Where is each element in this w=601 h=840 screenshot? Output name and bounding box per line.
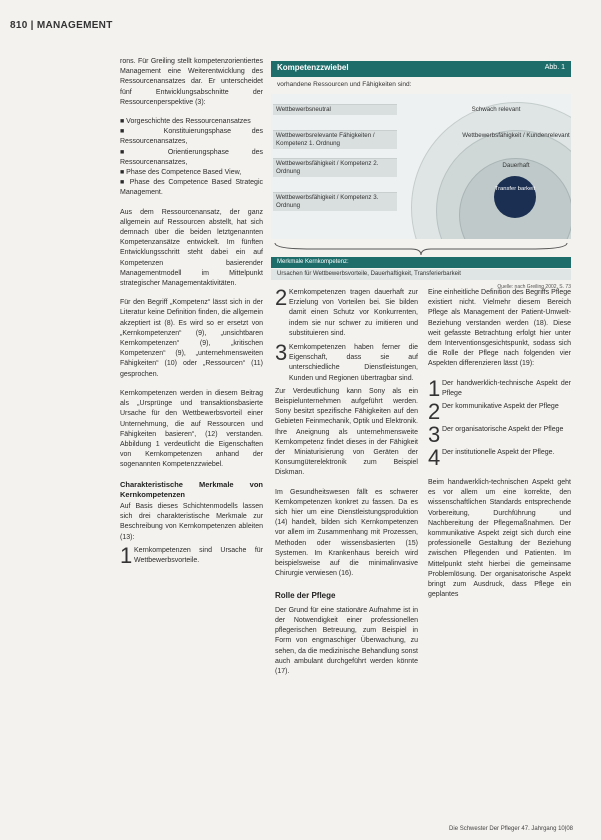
page-title: 810 | MANAGEMENT bbox=[10, 20, 113, 31]
section-heading: Rolle der Pflege bbox=[275, 591, 336, 601]
figure-title: Kompetenzzwiebel bbox=[277, 63, 349, 72]
item-text: Der kommunikative Aspekt der Pflege bbox=[442, 403, 559, 411]
row-label: Wettbewerbsfähigkeit / Kompetenz 2. Ordnung bbox=[273, 158, 397, 177]
numbered-item bbox=[428, 445, 571, 471]
bullet-list bbox=[120, 117, 263, 199]
item-text: Kernkompetenzen sind Ursache für Wettbewerbsvorteile. bbox=[134, 546, 263, 564]
item-text: Der organisatorische Aspekt der Pflege bbox=[442, 426, 564, 434]
column-1 bbox=[120, 57, 263, 569]
figure-number: Abb. 1 bbox=[544, 64, 565, 71]
numbered-item bbox=[275, 285, 418, 339]
row-label: Wettbewerbsneutral bbox=[273, 104, 397, 115]
onion-core bbox=[494, 176, 536, 218]
layer-label: Dauerhaft bbox=[502, 162, 530, 169]
paragraph: Beim handwerklich-technischen Aspekt geht es vor allem um eine korrekte, den wissenschaftlichen Standards entsprechende Vorbereitung, Durchführung und Nachbereitung der Pflegemaßnahmen. Der kommunikative Aspekt zeigt sich durch eine professionelle Gestaltung der Beziehung zwischen Pflegenden und Patienten. Im Mittelpunkt steht hierbei die gemeinsame Problemlösung. Der organisatorische Aspekt bringt zum Ausdruck, dass Pflege ein geplantes bbox=[428, 479, 571, 599]
section-heading: Charakteristische Merkmale von Kernkompetenzen bbox=[120, 479, 263, 499]
paragraph: Kernkompetenzen werden in diesem Beitrag als „Ursprünge und transaktionsbasierte Ursache für den Wettbewerbsvorteil einer Unternehmung, die auf Ressourcen und Fähigkeiten basieren“, (12) verstanden. Abbildung 1 verdeutlicht die Eigenschaften von Kernkompetenzen anhand der sogenannten Kompetenzzwiebel. bbox=[120, 389, 263, 469]
onion-diagram bbox=[271, 94, 571, 239]
numbered-item bbox=[428, 375, 571, 401]
list-item: ■ Phase des Competence Based Strategic Management. bbox=[120, 179, 263, 197]
paragraph: Eine einheitliche Definition des Begriffs Pflege existiert nicht. Vielmehr diesem Bereich Pflege als Management der Patient-Umwelt-Beziehung verstanden werden (18). Diese weit gefasste Betrachtung erfolgt hier unter dem Interventionsgesichtspunkt, sodass sich die Rolle der Pflege nach folgenden vier Aspekten differenzieren lässt (19): bbox=[428, 289, 571, 368]
item-text: Kernkompetenzen tragen dauerhaft zur Erzielung von Vorteilen bei. Sie bilden damit einen Schutz vor Konkurrenten, indem sie nur schwer zu imitieren und substituieren sind. bbox=[289, 289, 418, 337]
numbered-item bbox=[428, 399, 571, 425]
item-text: Der handwerklich-technische Aspekt der Pflege bbox=[442, 379, 571, 397]
figure-subtitle: vorhandene Ressourcen und Fähigkeiten sind: bbox=[277, 81, 412, 88]
figure-header bbox=[271, 61, 571, 77]
figure-kompetenzzwiebel bbox=[271, 61, 571, 290]
onion-core-label: Transfer barkeit bbox=[494, 186, 536, 192]
paragraph: Im Gesundheitswesen fällt es schwerer Kernkompetenzen konkret zu fassen. Da es sich hier um eine Dienstleistungsproduktion (14) handelt, bilden sich Kernkompetenzen vor allem im Zusammenhang mit Prozessen, Methoden oder wissensbasierten (15) Systemen. Im Krankenhaus bereich wird beispielsweise auf die minimalinvasive Chirurgie verwiesen (16). bbox=[275, 488, 418, 578]
list-item: ■ Phase des Competence Based View, bbox=[120, 169, 242, 177]
column-3 bbox=[428, 288, 571, 609]
paragraph: Auf Basis dieses Schichtenmodells lassen sich drei charakteristische Merkmale zur Beschreibung von Kernkompetenzen ableiten (13): bbox=[120, 502, 263, 541]
row-label: Wettbewerbsrelevante Fähigkeiten / Kompetenz 1. Ordnung bbox=[273, 130, 397, 149]
numbered-item bbox=[120, 542, 263, 568]
figure-merkmale-text bbox=[271, 269, 571, 280]
list-item: ■ Orientierungsphase des Ressourcenansatzes, bbox=[120, 148, 263, 166]
layer-label: Schwach relevant bbox=[471, 106, 521, 113]
merkmale-label: Merkmale Kernkompetenz: bbox=[277, 259, 349, 265]
paragraph: Aus dem Ressourcenansatz, der ganz allgemein auf Ressourcen abstellt, hat sich demnach über die beiden letztgenannten Kompetenzansätze entwickelt. Im fünften Entwicklungsschritt steht dabei ein auf Kompetenzen basierender Managementmodell im Mittelpunkt strategischer Managementaktivitäten. bbox=[120, 208, 263, 288]
numbered-item bbox=[428, 422, 571, 448]
paragraph: Zur Verdeutlichung kann Sony als ein Beispielunternehmen aufgeführt werden. Sony besitzt spezifische Fähigkeiten auf den Gebieten Feinmechanik, Optik und Elektronik. Ihre Aneignung als unternehmensweite Kernkompetenz findet dieses in der Fähigkeit der Miniaturisierung von Geräten der Konsumgüterelektronik zum Beispiel Diskman. bbox=[275, 387, 418, 477]
brace bbox=[271, 241, 571, 257]
paragraph: Der Grund für eine stationäre Aufnahme ist in der Notwendigkeit einer professionellen pflegerischen Betreuung, zum Beispiel in Form von engmaschiger Überwachung, zu sehen, da die medizinische Behandlung sonst auch ambulant durchgeführt werden könnte (17). bbox=[275, 606, 418, 675]
figure-merkmale-bar bbox=[271, 257, 571, 268]
paragraph: rons. Für Greiling stellt kompetenzorientiertes Management eine Weiterentwicklung des Ressourcenansatzes dar. Er unterscheidet fünf Entwicklungsabschnitte der Ressourcenperspektive (3): bbox=[120, 58, 263, 106]
row-label: Wettbewerbsfähigkeit / Kompetenz 3. Ordnung bbox=[273, 192, 397, 211]
column-2 bbox=[275, 285, 418, 686]
item-text: Der institutionelle Aspekt der Pflege. bbox=[442, 449, 555, 457]
list-item: ■ Konstituierungsphase des Ressourcenansatzes, bbox=[120, 128, 263, 146]
item-number: 3 bbox=[275, 340, 288, 366]
page-footer: Die Schwester Der Pfleger 47. Jahrgang 10|08 bbox=[449, 826, 573, 832]
paragraph: Für den Begriff „Kompetenz“ lässt sich in der Literatur keine Definition finden, die allgemein akzeptiert ist (8). Es wird so er ersetzt von „Kernkompetenzen“ (9), „unsichtbaren Kernkompetenzen“ (9), „kritischen Kompetenzen“ (9), „unternehmensweiten Fähigkeiten“ (10) oder „Ressourcen“ (11) gesprochen. bbox=[120, 299, 263, 378]
item-number: 4 bbox=[428, 445, 441, 471]
item-number: 3 bbox=[428, 422, 441, 448]
item-number: 1 bbox=[120, 542, 133, 568]
item-number: 1 bbox=[428, 375, 441, 401]
item-text: Kernkompetenzen haben ferner die Eigenschaft, dass sie auf unterschiedliche Dienstleistungen, Kunden und Regionen übertragbar sind. bbox=[289, 344, 418, 382]
item-number: 2 bbox=[275, 285, 288, 310]
numbered-item bbox=[275, 340, 418, 384]
layer-label: Wettbewerbsfähigkeit / Kundenrelevant bbox=[462, 132, 570, 139]
list-item: ■ Vorgeschichte des Ressourcenansatzes bbox=[120, 118, 251, 126]
figure-source: Quelle: nach Greiling 2002, S. 73 bbox=[497, 284, 571, 290]
merkmale-text: Ursachen für Wettbewerbsvorteile, Dauerhaftigkeit, Transferierbarkeit bbox=[277, 271, 461, 277]
item-number: 2 bbox=[428, 399, 441, 425]
